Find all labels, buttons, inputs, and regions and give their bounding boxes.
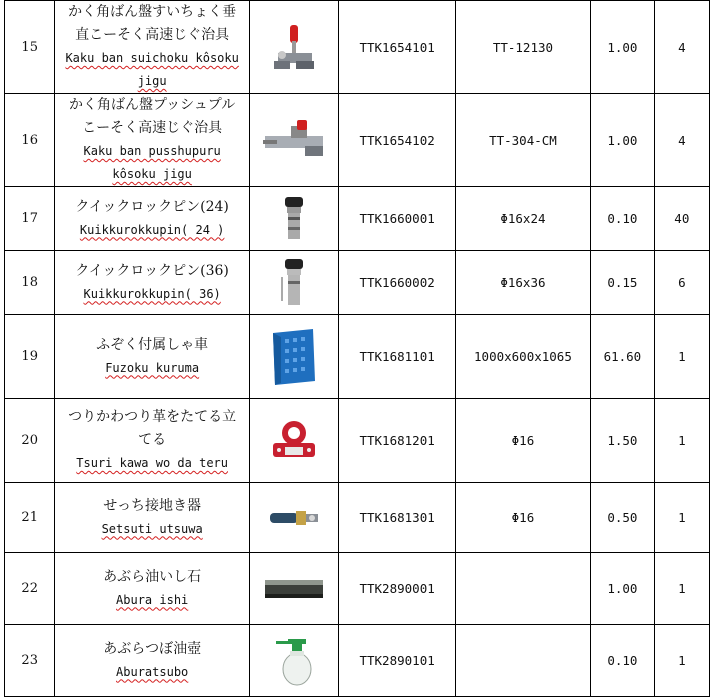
item-name xyxy=(55,251,249,315)
item-name xyxy=(55,187,249,251)
table-row xyxy=(5,251,710,315)
parts-table xyxy=(4,0,710,697)
item-spec xyxy=(455,553,590,625)
item-name-japanese: せっち接地き器 xyxy=(103,497,202,514)
item-spec: Φ16x24 xyxy=(455,187,590,251)
row-number: 22 xyxy=(5,553,55,625)
item-quantity: 1 xyxy=(654,399,709,483)
item-name-romaji: jigu xyxy=(137,74,167,88)
item-image xyxy=(249,1,339,94)
table-row xyxy=(5,94,710,187)
item-weight: 0.10 xyxy=(591,625,655,697)
item-image xyxy=(249,483,339,553)
row-number: 19 xyxy=(5,315,55,399)
item-image xyxy=(249,625,339,697)
item-name-japanese: クイックロックピン(24) xyxy=(75,198,229,215)
item-image xyxy=(249,251,339,315)
item-spec: TT-304-CM xyxy=(455,94,590,187)
push-pull-clamp-icon xyxy=(250,116,339,164)
item-name-romaji: Kaku ban suichoku kôsoku xyxy=(65,51,239,65)
item-weight: 1.00 xyxy=(591,94,655,187)
item-image xyxy=(249,399,339,483)
item-image xyxy=(249,187,339,251)
item-image xyxy=(249,315,339,399)
item-spec: Φ16x36 xyxy=(455,251,590,315)
vertical-toggle-clamp-icon xyxy=(250,19,339,75)
item-image xyxy=(249,94,339,187)
table-row xyxy=(5,187,710,251)
item-spec: Φ16 xyxy=(455,483,590,553)
item-weight: 61.60 xyxy=(591,315,655,399)
row-number: 20 xyxy=(5,399,55,483)
item-quantity: 1 xyxy=(654,553,709,625)
item-spec xyxy=(455,625,590,697)
accessory-cart-icon xyxy=(250,327,339,387)
item-name xyxy=(55,483,249,553)
item-weight: 1.00 xyxy=(591,1,655,94)
table-row xyxy=(5,1,710,94)
item-name-japanese: 直こーそく高速じぐ治具 xyxy=(75,27,230,43)
item-quantity: 1 xyxy=(654,625,709,697)
table-row xyxy=(5,483,710,553)
item-weight: 0.15 xyxy=(591,251,655,315)
item-quantity: 1 xyxy=(654,483,709,553)
item-code: TTK1660001 xyxy=(339,187,455,251)
item-code: TTK1681301 xyxy=(339,483,455,553)
item-name-romaji: Aburatsubo xyxy=(116,664,189,679)
item-name-romaji: Kuikkurokkupin( 36) xyxy=(83,286,221,301)
lifting-eye-icon xyxy=(250,417,339,465)
item-code: TTK1660002 xyxy=(339,251,455,315)
item-code: TTK1681201 xyxy=(339,399,455,483)
item-weight: 0.50 xyxy=(591,483,655,553)
item-name-romaji: Kaku ban pusshupuru xyxy=(83,144,221,158)
item-code: TTK2890001 xyxy=(339,553,455,625)
item-spec: Φ16 xyxy=(455,399,590,483)
item-name xyxy=(55,399,249,483)
row-number: 16 xyxy=(5,94,55,187)
item-name-romaji: Kuikkurokkupin( 24 ) xyxy=(79,222,225,237)
item-name-romaji: Abura ishi xyxy=(116,592,189,607)
item-weight: 0.10 xyxy=(591,187,655,251)
item-image xyxy=(249,553,339,625)
item-name-japanese: クイックロックピン(36) xyxy=(75,262,229,279)
row-number: 15 xyxy=(5,1,55,94)
item-code: TTK2890101 xyxy=(339,625,455,697)
item-name-japanese: あぶらつぼ油壺 xyxy=(103,640,202,657)
item-quantity: 4 xyxy=(654,94,709,187)
table-row xyxy=(5,315,710,399)
row-number: 23 xyxy=(5,625,55,697)
item-weight: 1.00 xyxy=(591,553,655,625)
item-name xyxy=(55,94,249,187)
item-spec: TT-12130 xyxy=(455,1,590,94)
oil-sprayer-icon xyxy=(250,635,339,687)
table-row xyxy=(5,553,710,625)
quick-lock-pin-icon xyxy=(250,195,339,243)
item-name-japanese: かく角ばん盤プッシュプル xyxy=(69,97,236,113)
item-quantity: 40 xyxy=(654,187,709,251)
item-name-japanese: あぶら油いし石 xyxy=(103,568,202,585)
row-number: 18 xyxy=(5,251,55,315)
item-code: TTK1654102 xyxy=(339,94,455,187)
item-name-romaji: kôsoku jigu xyxy=(112,167,192,181)
item-name-japanese: ふぞく付属しゃ車 xyxy=(96,336,209,353)
item-name xyxy=(55,315,249,399)
quick-lock-pin-long-icon xyxy=(250,257,339,309)
table-row xyxy=(5,399,710,483)
item-quantity: 4 xyxy=(654,1,709,94)
table-row xyxy=(5,625,710,697)
row-number: 21 xyxy=(5,483,55,553)
item-name-romaji: Fuzoku kuruma xyxy=(105,360,200,375)
item-name xyxy=(55,1,249,94)
row-number: 17 xyxy=(5,187,55,251)
item-name-romaji: Tsuri kawa wo da teru xyxy=(76,456,228,470)
item-name-japanese: かく角ばん盤すいちょく垂 xyxy=(68,4,237,20)
item-spec: 1000x600x1065 xyxy=(455,315,590,399)
item-quantity: 1 xyxy=(654,315,709,399)
item-weight: 1.50 xyxy=(591,399,655,483)
item-quantity: 6 xyxy=(654,251,709,315)
item-name xyxy=(55,625,249,697)
oil-stone-icon xyxy=(250,574,339,604)
item-name-japanese: てる xyxy=(138,432,167,448)
item-name-romaji: Setsuti utsuwa xyxy=(101,521,203,536)
item-code: TTK1681101 xyxy=(339,315,455,399)
item-name-japanese: こーそく高速じぐ治具 xyxy=(82,120,223,136)
grounding-clamp-icon xyxy=(250,505,339,531)
item-name xyxy=(55,553,249,625)
item-name-japanese: つりかわつり革をたてる立 xyxy=(68,409,237,425)
item-code: TTK1654101 xyxy=(339,1,455,94)
